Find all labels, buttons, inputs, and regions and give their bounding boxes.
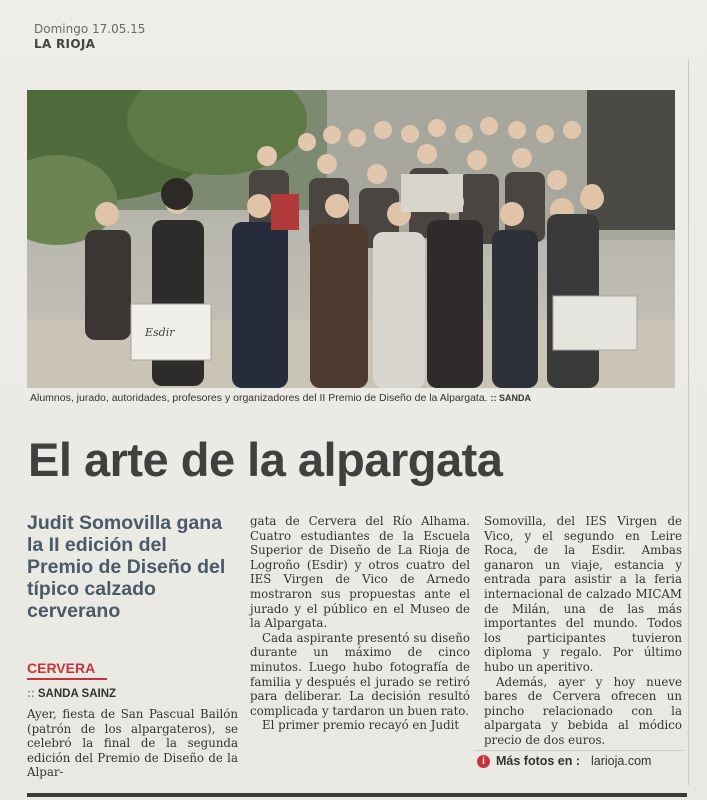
location-underline <box>27 678 107 680</box>
page-date: Domingo 17.05.15 <box>34 22 146 36</box>
byline <box>27 688 116 700</box>
paragraph: Ayer, fiesta de San Pascual Bailón (patrón de los alpargateros), se celebró la final de la segunda edición del Premio de Diseño de la Alpar- <box>27 707 238 780</box>
sign-text: Esdir <box>145 326 175 339</box>
paragraph: Cada aspirante presentó su diseño durante un máximo de cinco minutos. Luego hubo fotografía de familia y después el jurado se retiró para deliberar. La decisión resultó complicada y tardaron un buen rato. <box>250 630 470 718</box>
article-subhead: Judit Somovilla gana la II edición del Premio de Diseño del típico calzado cerverano <box>27 512 226 622</box>
byline-author: SANDA SAINZ <box>37 688 117 700</box>
info-icon: i <box>477 755 490 768</box>
more-photos-label: Más fotos en : <box>496 754 581 768</box>
paragraph: gata de Cervera del Río Alhama. Cuatro estudiantes de la Escuela Superior de Diseño de La Rioja de Logroño (Esdir) y otros cuatro del IES Virgen de Vico de Arnedo mostraron sus propuestas ante el jurado y el público en el Museo de la Alpargata. <box>250 514 470 631</box>
section-title: LA RIOJA <box>34 37 96 51</box>
article-headline: El arte de la alpargata <box>28 433 503 486</box>
paragraph: Además, ayer y hoy nueve bares de Cervera ofrecen un pincho relacionado con la alpargata y bebida al módico precio de dos euros. <box>484 674 682 747</box>
more-photos-link[interactable] <box>474 750 684 773</box>
photo-credit: :: SANDA <box>490 393 532 403</box>
article-column-2 <box>250 514 470 733</box>
group-photo <box>27 90 675 388</box>
caption-text: Alumnos, jurado, autoridades, profesores y organizadores del II Premio de Diseño de la Alpargata. <box>30 392 488 404</box>
column-rule <box>688 60 689 785</box>
dateline-location: CERVERA <box>27 660 96 676</box>
more-photos-url[interactable]: larioja.com <box>591 754 652 768</box>
group-photo-illustration <box>27 90 675 388</box>
paragraph: El primer premio recayó en Judit <box>262 718 460 733</box>
bottom-rule <box>27 793 687 797</box>
photo-caption <box>30 392 690 404</box>
article-column-1 <box>27 707 238 780</box>
byline-mark: :: <box>27 688 35 700</box>
article-column-3 <box>484 514 682 748</box>
paragraph: Somovilla, del IES Virgen de Vico, y el segundo en Leire Roca, de la Esdir. Ambas ganaron un viaje, estancia y entrada para asistir a la feria internacional de calzado MICAM de Milán, una de las más importantes del mundo. Todos los participantes tuvieron diploma y regalo. Por último hubo un aperitivo. <box>484 514 682 674</box>
